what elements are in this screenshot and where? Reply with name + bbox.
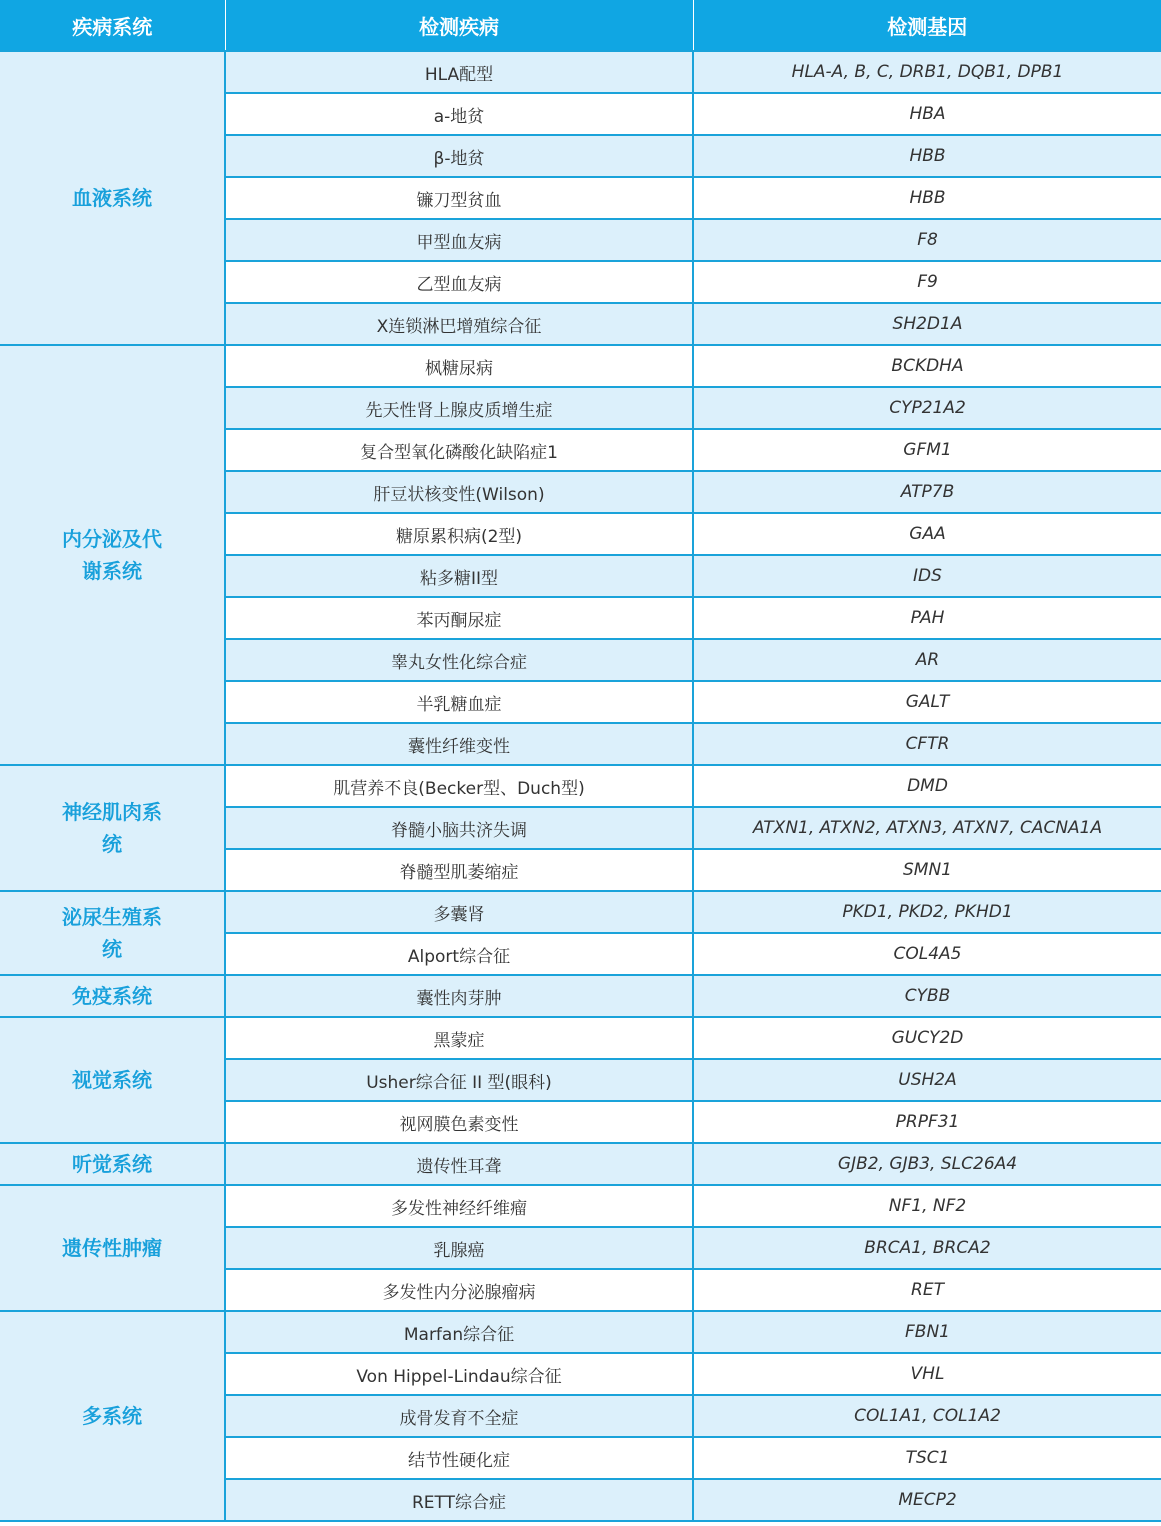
gene-cell: GFM1	[693, 429, 1161, 471]
system-cell	[0, 1311, 225, 1521]
system-cell	[0, 975, 225, 1017]
disease-cell: 糖原累积病(2型)	[225, 513, 693, 555]
disease-cell: 遗传性耳聋	[225, 1143, 693, 1185]
disease-cell: 枫糖尿病	[225, 345, 693, 387]
header-row	[0, 0, 1161, 51]
system-label: 内分泌及代谢系统	[62, 527, 162, 583]
system-cell	[0, 1185, 225, 1311]
table-row	[0, 51, 1161, 93]
disease-cell: 肝豆状核变性(Wilson)	[225, 471, 693, 513]
gene-cell: CYP21A2	[693, 387, 1161, 429]
disease-cell: HLA配型	[225, 51, 693, 93]
disease-cell: 复合型氧化磷酸化缺陷症1	[225, 429, 693, 471]
gene-cell: GAA	[693, 513, 1161, 555]
table-row	[0, 891, 1161, 933]
gene-cell: BRCA1, BRCA2	[693, 1227, 1161, 1269]
system-cell	[0, 345, 225, 765]
disease-cell: 乳腺癌	[225, 1227, 693, 1269]
disease-cell: 乙型血友病	[225, 261, 693, 303]
system-label: 视觉系统	[72, 1068, 152, 1092]
disease-cell: 肌营养不良(Becker型、Duch型)	[225, 765, 693, 807]
gene-cell: AR	[693, 639, 1161, 681]
system-cell	[0, 1017, 225, 1143]
disease-cell: 苯丙酮尿症	[225, 597, 693, 639]
system-cell	[0, 765, 225, 891]
disease-cell: Marfan综合征	[225, 1311, 693, 1353]
gene-cell: CYBB	[693, 975, 1161, 1017]
gene-cell: PKD1, PKD2, PKHD1	[693, 891, 1161, 933]
table-row	[0, 975, 1161, 1017]
gene-cell: TSC1	[693, 1437, 1161, 1479]
gene-cell: HBA	[693, 93, 1161, 135]
disease-cell: 视网膜色素变性	[225, 1101, 693, 1143]
disease-cell: 甲型血友病	[225, 219, 693, 261]
disease-cell: 脊髓小脑共济失调	[225, 807, 693, 849]
system-label: 血液系统	[72, 186, 152, 210]
table-row	[0, 1143, 1161, 1185]
gene-cell: PAH	[693, 597, 1161, 639]
gene-cell: PRPF31	[693, 1101, 1161, 1143]
disease-cell: 囊性纤维变性	[225, 723, 693, 765]
disease-cell: 镰刀型贫血	[225, 177, 693, 219]
gene-cell: IDS	[693, 555, 1161, 597]
gene-cell: HLA-A, B, C, DRB1, DQB1, DPB1	[693, 51, 1161, 93]
disease-cell: 睾丸女性化综合症	[225, 639, 693, 681]
disease-cell: RETT综合症	[225, 1479, 693, 1521]
disease-cell: a-地贫	[225, 93, 693, 135]
gene-cell: F9	[693, 261, 1161, 303]
disease-cell: Usher综合征 II 型(眼科)	[225, 1059, 693, 1101]
gene-cell: MECP2	[693, 1479, 1161, 1521]
system-label: 听觉系统	[72, 1152, 152, 1176]
disease-cell: 脊髓型肌萎缩症	[225, 849, 693, 891]
gene-cell: ATXN1, ATXN2, ATXN3, ATXN7, CACNA1A	[693, 807, 1161, 849]
system-label: 免疫系统	[72, 984, 152, 1008]
header-system: 疾病系统	[0, 0, 225, 51]
disease-cell: 先天性肾上腺皮质增生症	[225, 387, 693, 429]
gene-cell: F8	[693, 219, 1161, 261]
system-cell	[0, 51, 225, 345]
table-row	[0, 1017, 1161, 1059]
gene-cell: COL1A1, COL1A2	[693, 1395, 1161, 1437]
gene-cell: DMD	[693, 765, 1161, 807]
gene-cell: BCKDHA	[693, 345, 1161, 387]
disease-cell: 半乳糖血症	[225, 681, 693, 723]
disease-cell: β-地贫	[225, 135, 693, 177]
gene-cell: COL4A5	[693, 933, 1161, 975]
disease-cell: 结节性硬化症	[225, 1437, 693, 1479]
gene-cell: HBB	[693, 177, 1161, 219]
header-disease: 检测疾病	[225, 0, 693, 51]
table-row	[0, 345, 1161, 387]
disease-cell: Von Hippel-Lindau综合征	[225, 1353, 693, 1395]
disease-cell: 黑蒙症	[225, 1017, 693, 1059]
system-cell	[0, 1143, 225, 1185]
gene-cell: NF1, NF2	[693, 1185, 1161, 1227]
table-row	[0, 1185, 1161, 1227]
table-row	[0, 765, 1161, 807]
gene-cell: FBN1	[693, 1311, 1161, 1353]
table-header	[0, 0, 1161, 51]
table-body	[0, 51, 1161, 1521]
system-label: 泌尿生殖系统	[62, 905, 162, 961]
gene-cell: GJB2, GJB3, SLC26A4	[693, 1143, 1161, 1185]
gene-cell: SH2D1A	[693, 303, 1161, 345]
disease-cell: 多发性神经纤维瘤	[225, 1185, 693, 1227]
system-label: 多系统	[82, 1404, 142, 1428]
gene-cell: GALT	[693, 681, 1161, 723]
system-cell	[0, 891, 225, 975]
gene-cell: CFTR	[693, 723, 1161, 765]
gene-cell: VHL	[693, 1353, 1161, 1395]
gene-cell: HBB	[693, 135, 1161, 177]
gene-cell: GUCY2D	[693, 1017, 1161, 1059]
system-label: 遗传性肿瘤	[62, 1236, 162, 1260]
disease-cell: 成骨发育不全症	[225, 1395, 693, 1437]
header-gene: 检测基因	[693, 0, 1161, 51]
table-row	[0, 1311, 1161, 1353]
gene-cell: RET	[693, 1269, 1161, 1311]
disease-cell: 多囊肾	[225, 891, 693, 933]
disease-cell: 粘多糖II型	[225, 555, 693, 597]
disease-cell: 囊性肉芽肿	[225, 975, 693, 1017]
gene-cell: ATP7B	[693, 471, 1161, 513]
gene-cell: USH2A	[693, 1059, 1161, 1101]
disease-cell: Alport综合征	[225, 933, 693, 975]
disease-cell: X连锁淋巴增殖综合征	[225, 303, 693, 345]
disease-cell: 多发性内分泌腺瘤病	[225, 1269, 693, 1311]
gene-cell: SMN1	[693, 849, 1161, 891]
system-label: 神经肌肉系统	[62, 800, 162, 856]
